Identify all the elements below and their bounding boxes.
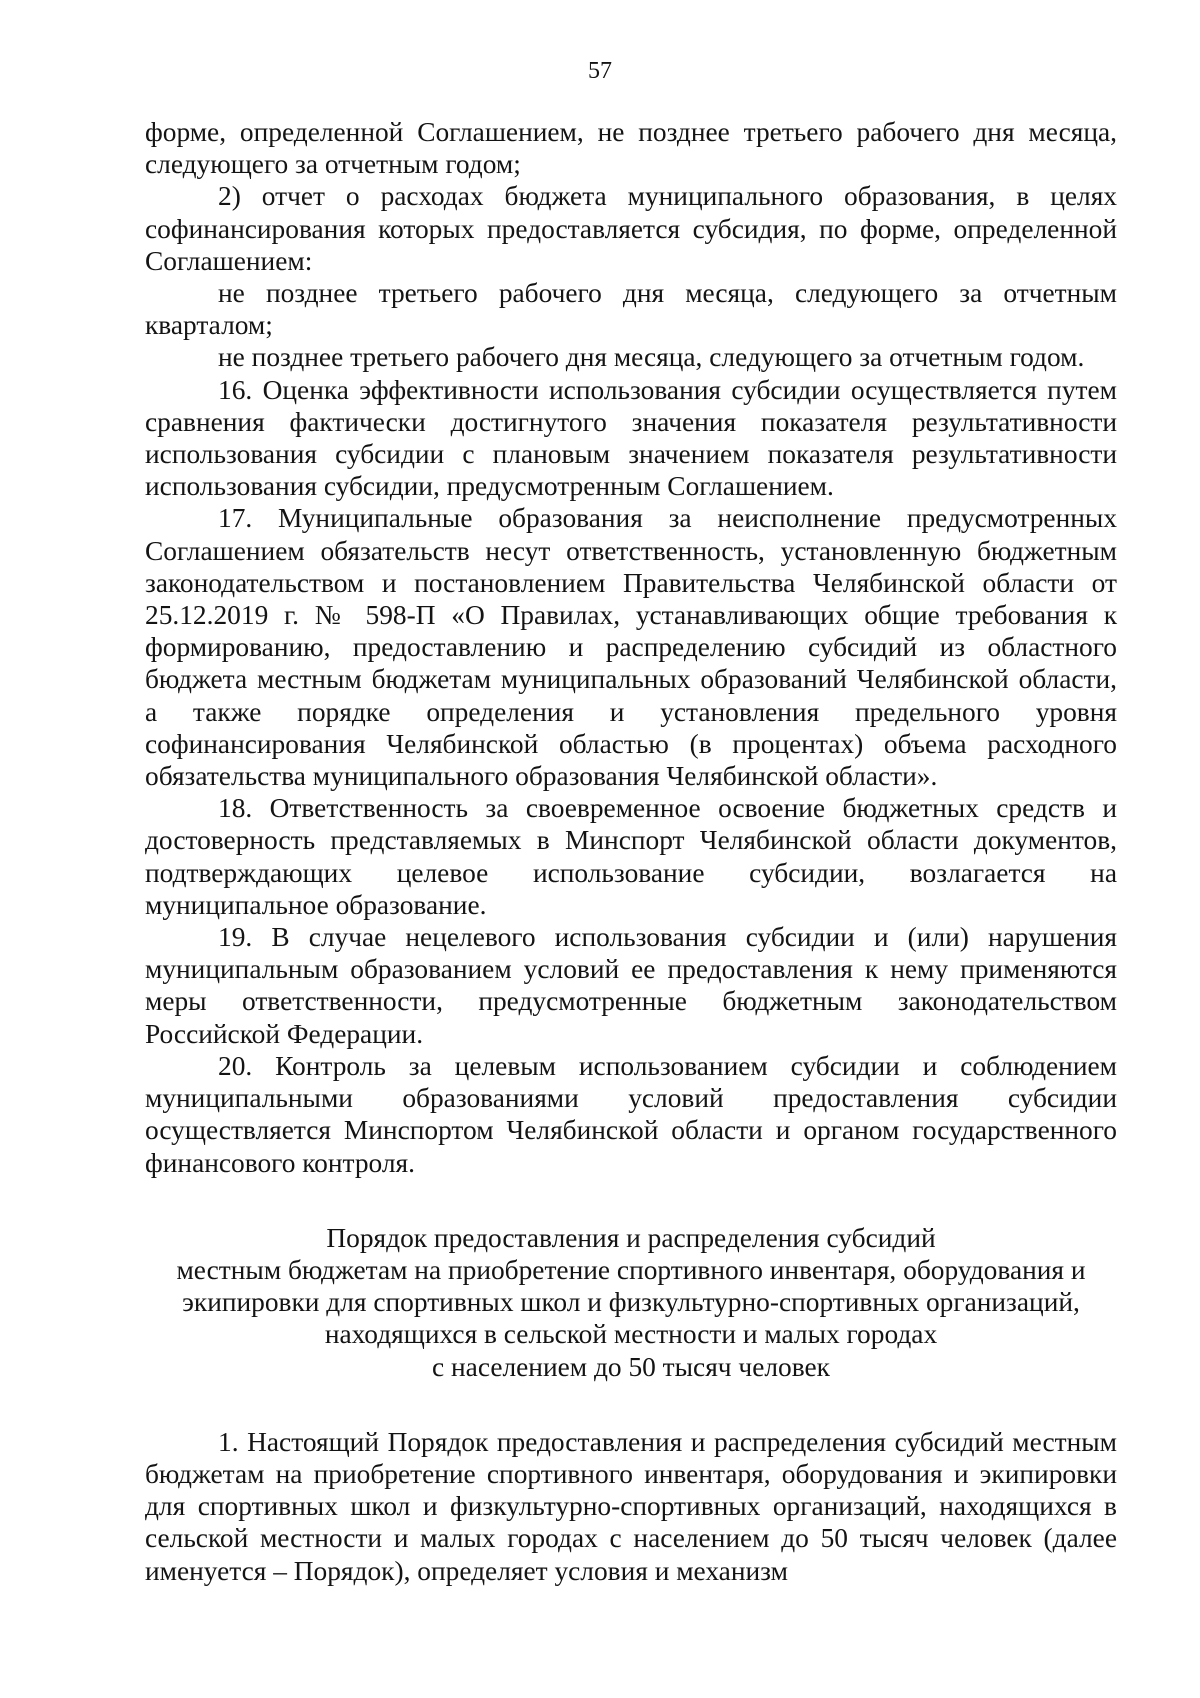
- heading-line: местным бюджетам на приобретение спортивного инвентаря, оборудования и: [176, 1254, 1086, 1285]
- paragraph: 2) отчет о расходах бюджета муниципального образования, в целях софинансирования которых предоставляется субсидия, по форме, определенной Соглашением:: [145, 181, 1117, 276]
- heading-line: находящихся в сельской местности и малых городах: [324, 1319, 938, 1350]
- heading-line: Порядок предоставления и распределения субсидий: [326, 1222, 936, 1253]
- section-heading: [145, 1222, 1117, 1383]
- page-number: 57: [588, 58, 612, 84]
- paragraph: 18. Ответственность за своевременное освоение бюджетных средств и достоверность представляемых в Минспорт Челябинской области документов, подтверждающих целевое использование субсидии, возлагается на муниципальное образование.: [145, 793, 1117, 920]
- paragraph: 20. Контроль за целевым использованием субсидии и соблюдением муниципальными образованиями условий предоставления субсидии осуществляется Минспортом Челябинской области и органом государственного финансового контроля.: [145, 1050, 1117, 1178]
- top-paragraphs: [145, 116, 1117, 1179]
- paragraph: форме, определенной Соглашением, не позднее третьего рабочего дня месяца, следующего за отчетным годом;: [145, 117, 1117, 180]
- bottom-paragraphs: [145, 1426, 1117, 1587]
- heading-line: с населением до 50 тысяч человек: [432, 1351, 830, 1382]
- paragraph: 19. В случае нецелевого использования субсидии и (или) нарушения муниципальным образованием условий ее предоставления к нему применяются меры ответственности, предусмотренные бюджетным законодательством Российской Федерации.: [145, 922, 1117, 1049]
- paragraph: 1. Настоящий Порядок предоставления и распределения субсидий местным бюджетам на приобретение спортивного инвентаря, оборудования и экипировки для спортивных школ и физкультурно-спортивных организаций, находящихся в сельской местности и малых городах с населением до 50 тысяч человек (далее именуется – Порядок), определяет условия и механизм: [145, 1426, 1117, 1586]
- paragraph: 17. Муниципальные образования за неисполнение предусмотренных Соглашением обязательств несут ответственность, установленную бюджетным законодательством и постановлением Правительства Челябинской области от 25.12.2019 г. № 598-П «О Правилах, устанавливающих общие требования к формированию, предоставлению и распределению субсидий из областного бюджета местным бюджетам муниципальных образований Челябинской области, а также порядке определения и установления предельного уровня софинансирования Челябинской областью (в процентах) объема расходного обязательства муниципального образования Челябинской области».: [145, 503, 1117, 792]
- heading-line: экипировки для спортивных школ и физкультурно-спортивных организаций,: [182, 1287, 1080, 1318]
- body-text: [145, 116, 1117, 1587]
- paragraph: не позднее третьего рабочего дня месяца, следующего за отчетным кварталом;: [145, 278, 1117, 341]
- paragraph: не позднее третьего рабочего дня месяца, следующего за отчетным годом.: [218, 342, 1085, 373]
- paragraph: 16. Оценка эффективности использования субсидии осуществляется путем сравнения фактически достигнутого значения показателя результативности использования субсидии с плановым значением показателя результативности использования субсидии, предусмотренным Соглашением.: [145, 374, 1117, 502]
